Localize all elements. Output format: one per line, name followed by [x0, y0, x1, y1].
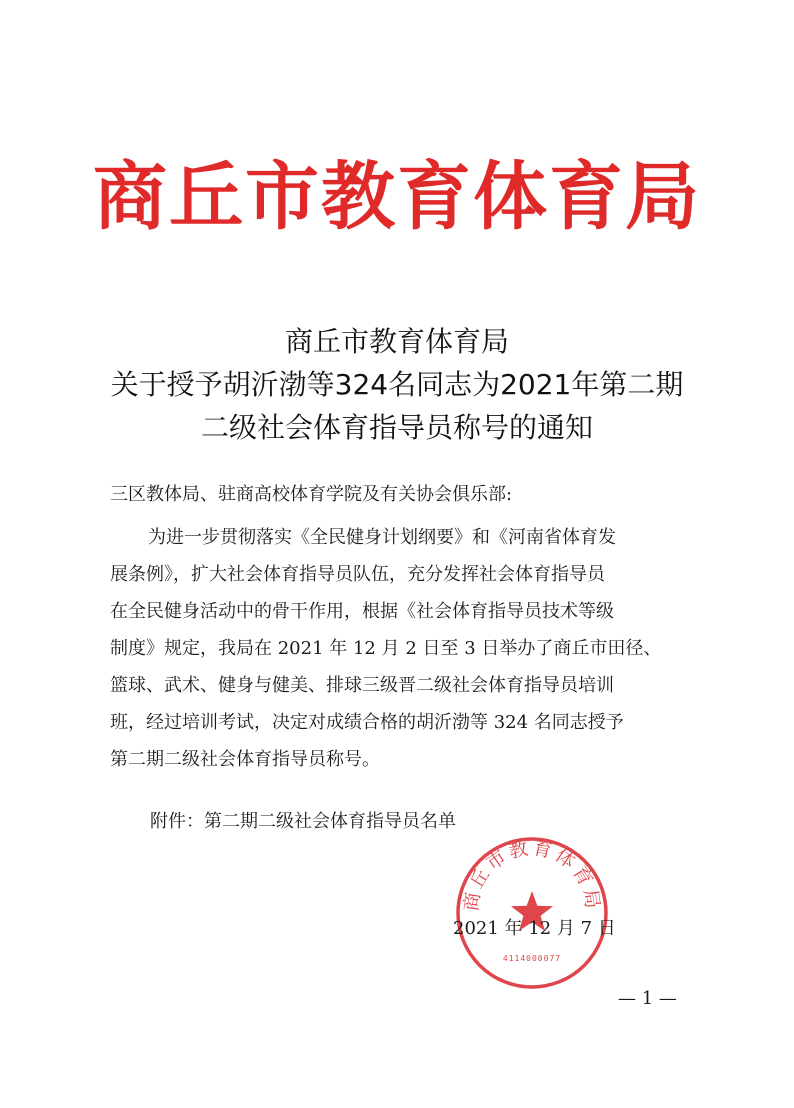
- body-line: 展条例》，扩大社会体育指导员队伍，充分发挥社会体育指导员: [110, 564, 605, 585]
- seal-code: 4114000077: [502, 954, 562, 963]
- body-line: 制度》规定，我局在 2021 年 12 月 2 日至 3 日举办了商丘市田径、: [110, 638, 662, 659]
- document-title-line-1: 商丘市教育体育局: [284, 325, 509, 358]
- issue-date: 2021 年 12 月 7 日: [453, 918, 616, 939]
- body-line: 班，经过培训考试，决定对成绩合格的胡沂渤等 324 名同志授予: [110, 712, 624, 733]
- seal-arc-text: 商丘市教育体育局: [460, 836, 604, 913]
- body-line: 篮球、武术、健身与健美、排球三级晋二级社会体育指导员培训: [110, 675, 614, 696]
- document-title-line-2: 关于授予胡沂渤等324名同志为2021年第二期: [110, 368, 684, 401]
- letterhead-org-name: 商丘市教育体育局: [93, 154, 701, 240]
- attachment-note: 附件：第二期二级社会体育指导员名单: [150, 811, 456, 832]
- document-title-line-3: 二级社会体育指导员称号的通知: [200, 411, 593, 444]
- body-line: 第二期二级社会体育指导员称号。: [110, 749, 380, 770]
- body-line: 为进一步贯彻落实《全民健身计划纲要》和《河南省体育发: [148, 527, 616, 548]
- body-line: 在全民健身活动中的骨干作用，根据《社会体育指导员技术等级: [110, 601, 614, 622]
- official-seal-stamp: [452, 833, 612, 993]
- salutation: 三区教体局、驻商高校体育学院及有关协会俱乐部:: [110, 484, 513, 505]
- page-number: — 1 —: [618, 988, 677, 1009]
